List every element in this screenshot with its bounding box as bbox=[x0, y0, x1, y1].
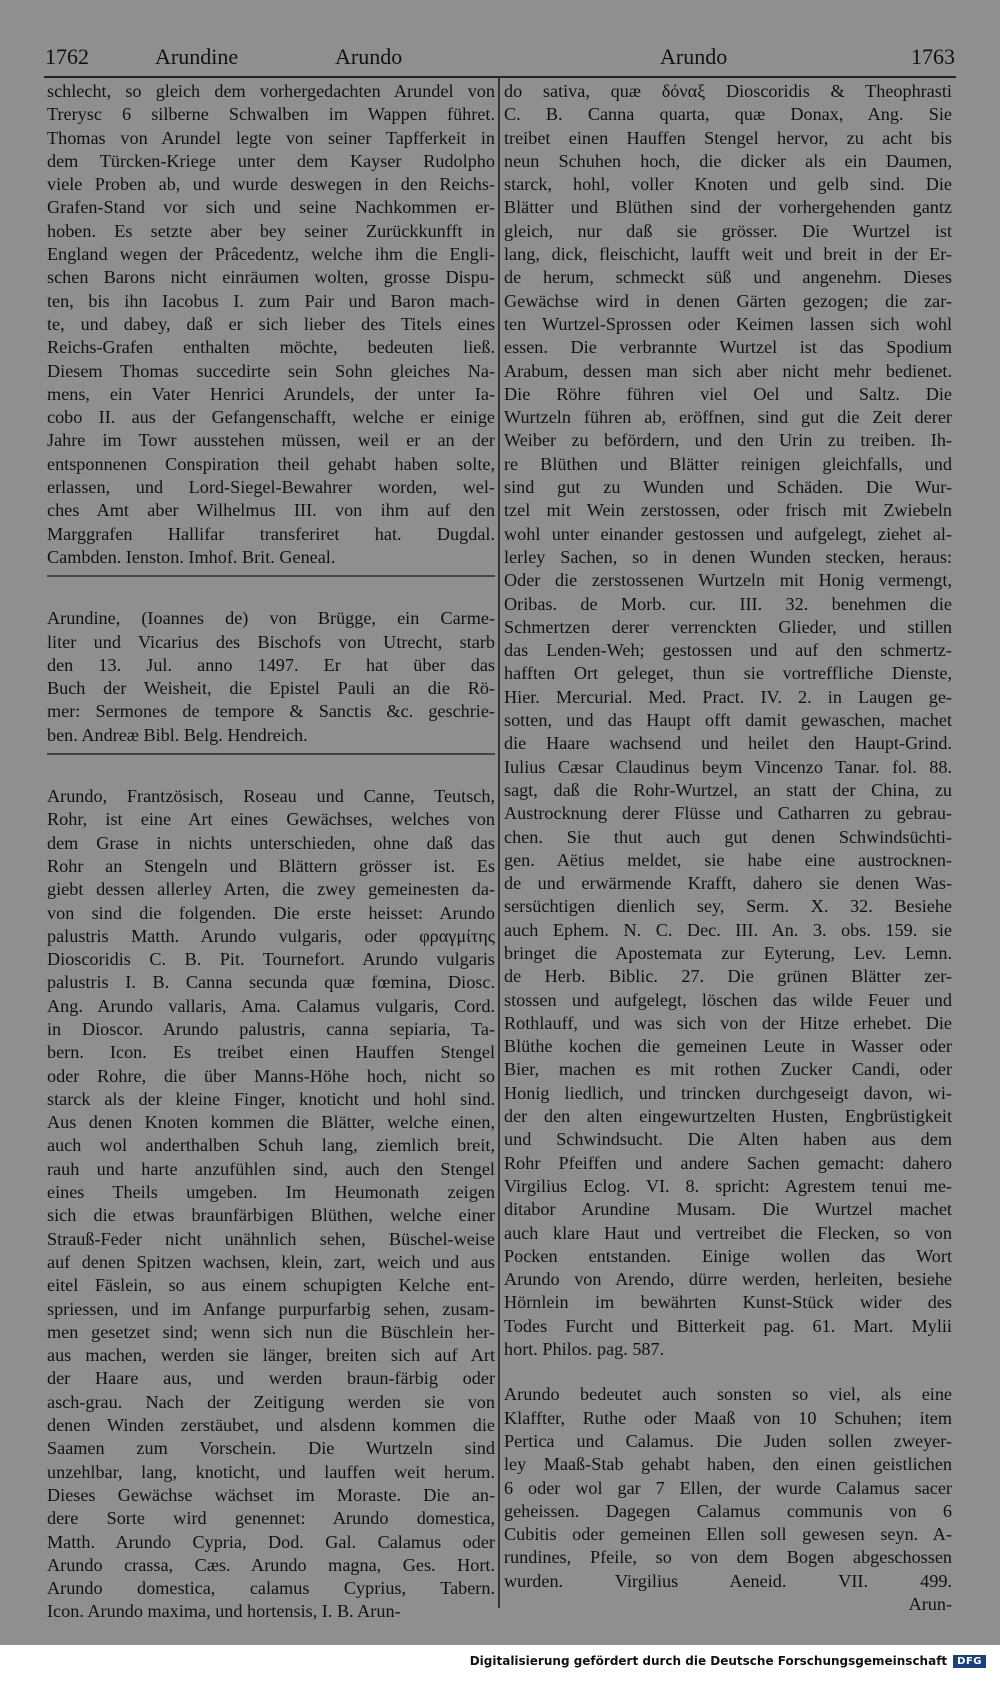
text-line: Arundo, Frantzösisch, Roseau und Canne, Teutsch, bbox=[47, 786, 495, 807]
text-line: treibet einen Hauffen Stengel hervor, zu acht bis bbox=[504, 127, 952, 148]
text-line: von sind die folgenden. Die erste heisset: Arundo bbox=[47, 902, 495, 923]
text-line: giebt dessen allerley Arten, die zwey gemeinesten da- bbox=[47, 879, 495, 900]
text-line: rundines, Pfeile, so von dem Bogen abgeschossen bbox=[504, 1547, 952, 1568]
text-line: viele Proben ab, und wurde deswegen in den Reichs- bbox=[47, 174, 495, 195]
entry-separator bbox=[47, 575, 495, 577]
text-line: entsponnenen Conspiration theil gehabt haben solte, bbox=[47, 453, 495, 474]
text-line: Reichs-Grafen enthalten möchte, bedeuten ließ. bbox=[47, 337, 495, 358]
text-line: Iulius Cæsar Claudinus beym Vincenzo Tanar. fol. 88. bbox=[504, 756, 952, 777]
text-line: stossen und aufgelegt, löschen das wilde Feuer und bbox=[504, 989, 952, 1010]
entry-separator bbox=[47, 753, 495, 755]
text-line: liter und Vicarius des Bischofs von Utrecht, starb bbox=[47, 631, 495, 652]
text-line: Wurtzeln führen ab, eröffnen, sind gut die Zeit derer bbox=[504, 407, 952, 428]
text-line: lang, dick, fleischicht, laufft weit und breit in der Er- bbox=[504, 244, 952, 265]
text-line: Virgilius Eclog. VI. 8. spricht: Agrestem tenui me- bbox=[504, 1175, 952, 1196]
text-line: de herum, schmeckt süß und angenehm. Dieses bbox=[504, 267, 952, 288]
text-line: schlecht, so gleich dem vorhergedachten Arundel von bbox=[47, 81, 495, 101]
text-line: Aus denen Knoten kommen die Blätter, welche einen, bbox=[47, 1112, 495, 1133]
text-line: auf denen Spitzen wachsen, klein, zart, weich und aus bbox=[47, 1251, 495, 1272]
text-line: sind gut zu Wunden und Schäden. Die Wur- bbox=[504, 477, 952, 498]
text-line: de Herb. Biblic. 27. Die grünen Blätter zer- bbox=[504, 966, 952, 987]
text-line: mer: Sermones de tempore & Sanctis &c. geschrie- bbox=[47, 701, 495, 722]
text-line: hoben. Es setzte aber bey seiner Zurückkunfft in bbox=[47, 220, 495, 241]
paragraph-gap bbox=[47, 585, 495, 607]
text-line: Weiber zu befördern, und den Urin zu treiben. Ih- bbox=[504, 430, 952, 451]
text-line: Marggrafen Hallifar transferiret hat. Dugdal. bbox=[47, 523, 495, 544]
text-line: Dioscoridis C. B. Pit. Tournefort. Arundo vulgaris bbox=[47, 949, 495, 970]
text-line: Blätter und Blüthen sind der vorhergehenden gantz bbox=[504, 197, 952, 218]
text-line: Strauß-Feder nicht unähnlich sehen, Büschel-weise bbox=[47, 1228, 495, 1249]
catchword-left-2: Arundo bbox=[335, 44, 403, 69]
text-line: 6 oder wol gar 7 Ellen, der wurde Calamus sacer bbox=[504, 1477, 952, 1498]
text-line: ten Wurtzel-Sprossen oder Keimen lassen sich wohl bbox=[504, 313, 952, 334]
text-line: auch klare Haut und vertreibet die Flecken, so von bbox=[504, 1222, 952, 1243]
text-line: sagt, daß die Rohr-Wurtzel, an statt der China, zu bbox=[504, 779, 952, 800]
text-line: Pocken entstanden. Einige wollen das Wort bbox=[504, 1245, 952, 1266]
text-line: Honig liedlich, und trincken durchgeseigt davon, wi- bbox=[504, 1082, 952, 1103]
text-line: sich die etwas braunfärbigen Blüthen, welche einer bbox=[47, 1205, 495, 1226]
header-rule bbox=[44, 76, 956, 78]
text-line: asch-grau. Nach der Zeitigung werden sie von bbox=[47, 1391, 495, 1412]
text-line: unzehlbar, lang, knoticht, und lauffen weit herum. bbox=[47, 1461, 495, 1482]
text-line: sersüchtigen dienlich sey, Serm. X. 32. Besiehe bbox=[504, 896, 952, 917]
text-line: Arundo bedeutet auch sonsten so viel, als eine bbox=[504, 1384, 952, 1405]
text-line: Grafen-Stand vor sich und seine Nachkommen er- bbox=[47, 197, 495, 218]
page-number-right: 1763 bbox=[911, 44, 955, 69]
text-line: den 13. Jul. anno 1497. Er hat über das bbox=[47, 654, 495, 675]
text-line: ches Amt aber Wilhelmus III. von ihm auf den bbox=[47, 500, 495, 521]
text-line: gleich, nur daß sie grösser. Die Wurtzel ist bbox=[504, 220, 952, 241]
left-column bbox=[47, 80, 495, 1624]
text-line: geheissen. Dagegen Calamus communis von 6 bbox=[504, 1500, 952, 1521]
text-line: Arabum, dessen man sich aber nicht mehr bedienet. bbox=[504, 360, 952, 381]
text-line: Arun- bbox=[908, 1594, 952, 1614]
text-line: wurden. Virgilius Aeneid. VII. 499. bbox=[504, 1570, 952, 1591]
text-line: ben. Andreæ Bibl. Belg. Hendreich. bbox=[47, 724, 308, 745]
text-line: lerley Sachen, so in denen Wunden stecken, heraus: bbox=[504, 546, 952, 567]
text-line: starck, hohl, voller Knoten und gelb sind. Die bbox=[504, 174, 952, 195]
text-line: Cambden. Ienston. Imhof. Brit. Geneal. bbox=[47, 546, 336, 567]
text-line: C. B. Canna quarta, quæ Donax, Ang. Sie bbox=[504, 104, 952, 125]
text-line: palustris I. B. Canna secunda quæ fœmina, Diosc. bbox=[47, 972, 495, 993]
funding-footer bbox=[466, 1649, 990, 1673]
text-line: Saamen zum Vorschein. Die Wurtzeln sind bbox=[47, 1438, 495, 1459]
text-line: dem Türcken-Kriege unter dem Kayser Rudolpho bbox=[47, 150, 495, 171]
page-number-left: 1762 bbox=[45, 44, 89, 69]
text-line: re Blüthen und Blätter reinigen gleichfalls, und bbox=[504, 453, 952, 474]
text-line: rauh und harte anzufühlen sind, auch den Stengel bbox=[47, 1158, 495, 1179]
text-line: hort. Philos. pag. 587. bbox=[504, 1339, 665, 1360]
text-line: oder Rohre, die über Manns-Höhe hoch, nicht so bbox=[47, 1065, 495, 1086]
text-line: ditabor Arundine Musam. Die Wurtzel machet bbox=[504, 1199, 952, 1220]
catchword-left-1: Arundine bbox=[155, 44, 239, 69]
paragraph-gap bbox=[504, 1361, 952, 1383]
text-line: gen. Aëtius meldet, sie habe eine austrocknen- bbox=[504, 849, 952, 870]
text-line: chen. Sie thut auch gut denen Schwindsüchti- bbox=[504, 826, 952, 847]
text-line: erlassen, und Lord-Siegel-Bewahrer worden, wel- bbox=[47, 477, 495, 498]
text-line: eines Theils umgeben. Im Heumonath zeigen bbox=[47, 1182, 495, 1203]
text-line: Rohr an Stengeln und Blättern grösser ist. Es bbox=[47, 855, 495, 876]
text-line: essen. Die verbrannte Wurtzel ist das Spodium bbox=[504, 337, 952, 358]
text-line: England wegen der Prâcedentz, welche ihm die Engli- bbox=[47, 244, 495, 265]
text-line: neun Schuhen hoch, die dicker als ein Daumen, bbox=[504, 150, 952, 171]
text-line: ten, bis ihn Iacobus I. zum Pair und Baron mach- bbox=[47, 290, 495, 311]
text-line: dere Sorte wird genennet: Arundo domestica, bbox=[47, 1508, 495, 1529]
running-header bbox=[40, 40, 960, 76]
text-line: de und erwärmende Krafft, dahero sie denen Was- bbox=[504, 873, 952, 894]
text-line: sotten, und das Haupt offt damit gewaschen, machet bbox=[504, 710, 952, 731]
text-line: Pertica und Calamus. Die Juden sollen zweyer- bbox=[504, 1430, 952, 1451]
text-line: Hier. Mercurial. Med. Pract. IV. 2. in Laugen ge- bbox=[504, 686, 952, 707]
text-line: Icon. Arundo maxima, und hortensis, I. B. Arun- bbox=[47, 1601, 401, 1622]
text-line: spriessen, und im Anfange purpurfarbig sehen, zusam- bbox=[47, 1298, 495, 1319]
text-line: Diesem Thomas succedirte sein Sohn gleiches Na- bbox=[47, 360, 495, 381]
text-line: eitel Fäslein, so aus einem schupigten Kelche ent- bbox=[47, 1275, 495, 1296]
text-line: Thomas von Arundel legte von seiner Tapfferkeit in bbox=[47, 127, 495, 148]
text-line: Buch der Weisheit, die Epistel Pauli an die Rö- bbox=[47, 678, 495, 699]
text-line: Arundo von Arendo, dürre werden, herleiten, besiehe bbox=[504, 1269, 952, 1290]
text-line: auch Ephem. N. C. Dec. III. An. 3. obs. 159. sie bbox=[504, 919, 952, 940]
text-line: bern. Icon. Es treibet einen Hauffen Stengel bbox=[47, 1042, 495, 1063]
text-line: Oribas. de Morb. cur. III. 32. benehmen die bbox=[504, 593, 952, 614]
text-line: Cubitis oder gemeinen Ellen soll gewesen seyn. A- bbox=[504, 1524, 952, 1545]
text-line: Rohr, ist eine Art eines Gewächses, welches von bbox=[47, 809, 495, 830]
text-line: hafften Ort geleget, thun sie vortreffliche Dienste, bbox=[504, 663, 952, 684]
text-line: Rothlauff, und was sich von der Hitze erhebet. Die bbox=[504, 1012, 952, 1033]
text-line: das Lenden-Weh; gestossen und auf den schmertz- bbox=[504, 640, 952, 661]
text-line: ley Maaß-Stab gehabt haben, den einen geistlichen bbox=[504, 1454, 952, 1475]
dfg-logo: DFG bbox=[953, 1655, 986, 1668]
text-line: Klaffter, Ruthe oder Maaß von 10 Schuhen; item bbox=[504, 1407, 952, 1428]
funding-text: Digitalisierung gefördert durch die Deutsche Forschungsgemeinschaft bbox=[469, 1654, 948, 1668]
text-line: tzel mit Wein zerstossen, oder frisch mit Zwiebeln bbox=[504, 500, 952, 521]
text-line: Todes Furcht und Bitterkeit pag. 61. Mart. Mylii bbox=[504, 1315, 952, 1336]
text-line: Rohr Pfeiffen und andere Sachen gemacht: dahero bbox=[504, 1152, 952, 1173]
column-divider bbox=[498, 78, 500, 1608]
text-line: in Dioscor. Arundo palustris, canna sepiaria, Ta- bbox=[47, 1018, 495, 1039]
catchword-right-1: Arundo bbox=[660, 44, 728, 69]
text-line: Oder die zerstossenen Wurtzeln mit Honig vermengt, bbox=[504, 570, 952, 591]
text-line: wohl unter einander gestossen und aufgelegt, ziehet al- bbox=[504, 523, 952, 544]
text-line: Dieses Gewächse wächset im Moraste. Die an- bbox=[47, 1484, 495, 1505]
text-line: Hörnlein im bewährten Kunst-Stück wider des bbox=[504, 1292, 952, 1313]
text-line: Austrocknung derer Flüsse und Catharren zu gebrau- bbox=[504, 803, 952, 824]
text-line: schen Barons nicht einräumen wolten, grosse Dispu- bbox=[47, 267, 495, 288]
text-line: und Schwindsucht. Die Alten haben aus dem bbox=[504, 1129, 952, 1150]
text-line: aus machen, werden sie länger, breiten sich auf Art bbox=[47, 1345, 495, 1366]
text-line: Schmertzen derer verrenckten Glieder, und stillen bbox=[504, 616, 952, 637]
text-line: der Haare aus, und werden braun-färbig oder bbox=[47, 1368, 495, 1389]
right-column bbox=[504, 80, 952, 1616]
paragraph-gap bbox=[47, 763, 495, 785]
text-line: Trerysc 6 silberne Schwalben im Wappen führet. bbox=[47, 104, 495, 125]
text-line: palustris Matth. Arundo vulgaris, oder φραγμίτης bbox=[47, 925, 495, 946]
text-line: Die Röhre führen viel Oel und Saltz. Die bbox=[504, 383, 952, 404]
text-line: te, und dabey, daß er sich lieber des Titels eines bbox=[47, 313, 495, 334]
text-line: Jahre im Towr ausstehen müssen, weil er an der bbox=[47, 430, 495, 451]
text-line: men gesetzet sind; wenn sich nun die Büschlein her- bbox=[47, 1321, 495, 1342]
text-line: dem Grase in nichts unterschieden, ohne daß das bbox=[47, 832, 495, 853]
text-line: do sativa, quæ δόναξ Dioscoridis & Theophrasti bbox=[504, 81, 952, 101]
text-line: die Haare wachsend und heilet den Haupt-Grind. bbox=[504, 733, 952, 754]
text-line: Ang. Arundo vallaris, Ama. Calamus vulgaris, Cord. bbox=[47, 995, 495, 1016]
text-line: Matth. Arundo Cypria, Dod. Gal. Calamus oder bbox=[47, 1531, 495, 1552]
text-line: der den alten eingewurtzelten Husten, Engbrüstigkeit bbox=[504, 1106, 952, 1127]
text-line: denen Winden zerstäubet, und alsdenn kommen die bbox=[47, 1415, 495, 1436]
text-line: cobo II. aus der Gefangenschafft, welche er einige bbox=[47, 407, 495, 428]
text-line: Bier, machen es mit rothen Zucker Candi, oder bbox=[504, 1059, 952, 1080]
text-line: auch wol anderthalben Schuh lang, ziemlich breit, bbox=[47, 1135, 495, 1156]
text-line: Arundo crassa, Cæs. Arundo magna, Ges. Hort. bbox=[47, 1554, 495, 1575]
text-line: mens, ein Vater Henrici Arundels, der unter Ia- bbox=[47, 383, 495, 404]
text-line: starck als der kleine Finger, knoticht und hohl sind. bbox=[47, 1088, 495, 1109]
text-line: Blüthe kochen die gemeinen Leute in Wasser oder bbox=[504, 1036, 952, 1057]
text-line: bringet die Apostemata zur Eyterung, Lev. Lemn. bbox=[504, 942, 952, 963]
text-line: Arundine, (Ioannes de) von Brügge, ein Carme- bbox=[47, 608, 495, 629]
text-line: Arundo domestica, calamus Cyprius, Tabern. bbox=[47, 1578, 495, 1599]
text-line: Gewächse wird in denen Gärten gezogen; die zar- bbox=[504, 290, 952, 311]
